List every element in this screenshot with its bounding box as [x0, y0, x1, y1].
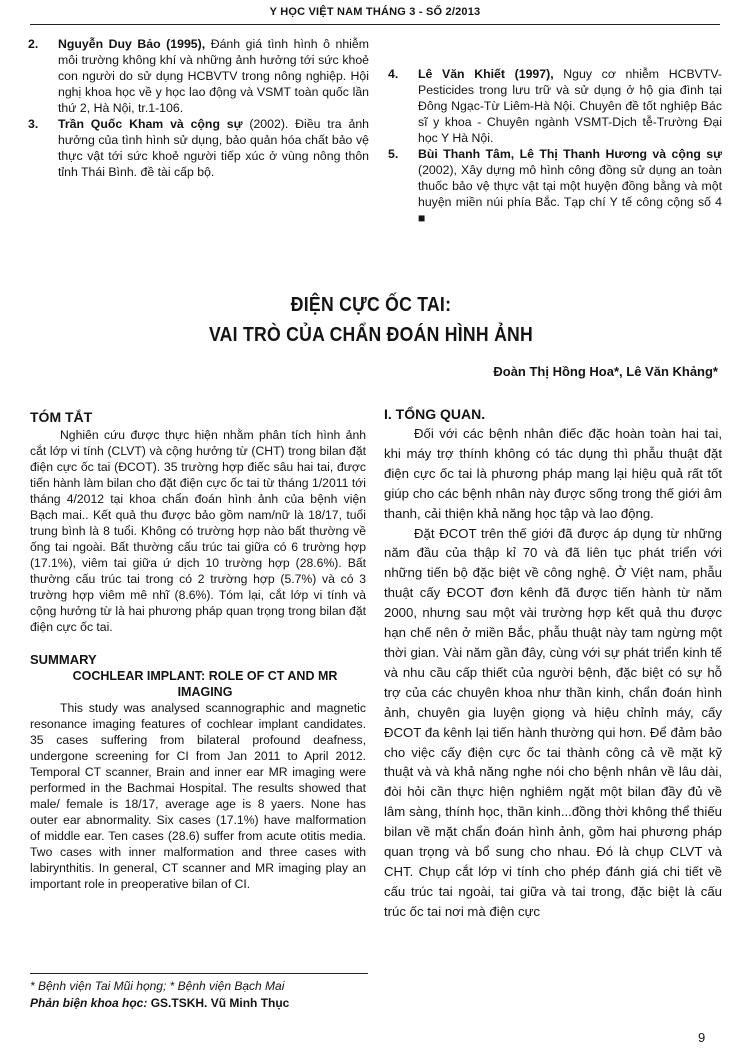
summary-heading: SUMMARY: [30, 652, 97, 667]
reviewer-name: GS.TSKH. Vũ Minh Thục: [147, 996, 290, 1010]
article-authors: Đoàn Thị Hồng Hoa*, Lê Văn Khảng*: [493, 364, 718, 379]
reference-number: 4.: [388, 67, 399, 81]
reference-body: (2002), Xây dựng mô hình công đồng sử dụng an toàn thuốc bảo vệ thực vật tại một huyện đồng bằng và một huyện miền núi phía Bắc. Tạp chí Y tế công cộng số 4 ■: [418, 163, 722, 225]
reference-item: [384, 146, 722, 226]
footnote: [30, 978, 368, 1012]
reference-item: [24, 116, 369, 180]
reference-number: 5.: [388, 147, 399, 161]
references-left: [24, 36, 369, 180]
left-column: [30, 408, 366, 892]
reference-author: Bùi Thanh Tâm, Lê Thị Thanh Hương và cộng sự: [418, 147, 722, 161]
reference-author: Lê Văn Khiết (1997),: [418, 67, 554, 81]
title-line-1: ĐIỆN CỰC ỐC TAI:: [290, 293, 452, 316]
summary-subtitle: COCHLEAR IMPLANT: ROLE OF CT AND MR IMAGING: [72, 669, 338, 699]
title-line-2: VAI TRÒ CỦA CHẨN ĐOÁN HÌNH ẢNH: [208, 323, 534, 346]
reference-author: Nguyễn Duy Bảo (1995),: [58, 37, 206, 51]
overview-paragraph-2: Đặt ĐCOT trên thế giới đã được áp dụng từ những năm đầu của thập kỉ 70 và đã liên tục phát triển với những tiến bộ đặc biệt về công nghệ. Ở Việt nam, phẫu thuật cấy ĐCOT đơn kênh đã được tiến hành từ năm 2000, nhưng sau một vài trường hợp kết quả thu được hạn chế nên ở miền Bắc, phẫu thuật này tam ngừng một thời gian. Vài năm gần đây, cùng với sự phát triển kinh tế và nhu cầu cấp thiết của người bệnh, đặc biệt có sự hỗ trợ của các chuyên khoa như thần kinh, chẩn đoán hình ảnh, chuyên gia luyện giọng và hiệu chỉnh máy, cấy ĐCOT đa kênh lại tiến hành thường qui hơn. Để đảm bảo cho việc cấy điện cực ốc tai thành công cả về mặt kỹ thuật và và khả năng nghe nói cho bệnh nhân về lâu dài, đòi hỏi cần thực hiện nghiêm ngặt một bilan đầy đủ về lâm sàng, thính học, thần kinh...đồng thời không thể thiếu bilan về mặt chẩn đoán hình ảnh, gồm hai phương pháp quan trọng và bổ sung cho nhau. Đó là chụp CLVT và CHT. Chụp cắt lớp vi tính cho phép đánh giá chi tiết về cấu trúc tai ngoài, tai giữa và tai trong, đặc biệt là cấu trúc ốc tai nơi mà điện cực: [384, 525, 722, 919]
footnote-reviewer: [30, 995, 368, 1012]
reference-item: [24, 36, 369, 116]
reference-number: 2.: [28, 37, 39, 51]
footnote-affiliation: * Bệnh viện Tai Mũi họng; * Bệnh viện Bạch Mai: [30, 979, 285, 993]
reference-text: [58, 36, 369, 116]
reference-text: [418, 66, 722, 146]
overview-heading: I. TỔNG QUAN.: [384, 406, 486, 422]
reference-body: Nguy cơ nhiễm HCBVTV-Pesticides trong lưu trữ và sử dụng ở hộ gia đình tại Đông Ngạc-Từ Liêm-Hà Nội. Chuyên đề tốt nghiệp Bác sĩ y khoa - Chuyên ngành VSMT-Dịch tễ-Trường Đại học Y Hà Nội.: [418, 67, 723, 145]
reviewer-label: Phản biện khoa học:: [30, 996, 148, 1010]
abstract-text: Nghiên cứu được thực hiện nhằm phân tích hình ảnh cắt lớp vi tính (CLVT) và cộng hưởng từ (CHT) trong bilan đặt điện cực ốc tai (ĐCOT). 35 trường hợp điếc sâu hai tai, được tiến hành làm bilan cho đặt điện cực ốc tai từ tháng 1/2011 tới tháng 4/2012 tại khoa chẩn đoán hình ảnh của bệnh viện Bạch mai.. Kết quả thu được bảo gồm nam/nữ là 18/17, tuổi trung bình là 8 tuổi. Không có trường hợp nào bất thường về ống tai ngoài. Bất thường cấu trúc tai giữa có 6 trường hợp (17.1%), viêm tai giữa ứ dịch 10 trường hợp (28.6%). Bất thường cấu trúc tai trong có 2 trường hợp (5.7%) và có 3 trường hợp viêm mê nhĩ (8.6%). Tóm lại, cắt lớp vi tính và cộng hưởng từ là hai phương pháp quan trọng trong bilan đặt điện cực ốc tai.: [30, 428, 366, 634]
reference-text: [58, 116, 369, 180]
abstract-heading: TÓM TẮT: [30, 409, 93, 425]
reference-text: [418, 146, 722, 226]
reference-number: 3.: [28, 117, 39, 131]
references-right: [384, 66, 722, 226]
footnote-divider: [30, 973, 368, 974]
reference-body: (2002). Điều tra ảnh hưởng của tình hình sử dụng, bảo quản hóa chất bảo vệ thực vật tới sức khoẻ người tiếp xúc ở vùng nông thôn tỉnh Thái Bình. đề tài cấp bộ.: [58, 117, 369, 179]
overview-paragraph-1: Đối với các bệnh nhân điếc đặc hoàn toàn hai tai, khi máy trợ thính không có tác dụng thì phẫu thuật đặt điện cực ốc tai là phương pháp mang lại hiệu quả rất tốt giúp cho các bệnh nhân này được sống trong thế giới âm thanh, cải thiện khả năng học tập và lao động.: [384, 426, 722, 521]
summary-text: This study was analysed scannographic and magnetic resonance imaging features of cochlear implant candidates. 35 cases suffering from bilateral profound deafness, undergone screening for CI from Jan 2011 to April 2012. Temporal CT scanner, Brain and inner ear MR imaging were performed in the Bachmai Hospital. The results showed that male/ female is 18/17, average age is 8 yaers. None has outer ear abnormality. Six cases (17.1%) have malformation of middle ear. Ten cases (28.6) suffer from acute otitis media. Two cases with inner malformation and three cases with labirynthitis. In general, CT scanner and MR imaging play an important role in preoperative bilan of CI.: [30, 701, 366, 891]
reference-body: Đánh giá tình hình ô nhiễm môi trường không khí và những ảnh hưởng tới sức khoẻ con người do sử dụng HCBVTV trong nông nghiệp. Hội nghị khoa học về y học lao động và VSMT toàn quốc lần thứ 2, Hà Nội, tr.1-106.: [58, 37, 369, 115]
reference-item: [384, 66, 722, 146]
right-column: [384, 405, 722, 922]
reference-author: Trần Quốc Kham và cộng sự: [58, 117, 243, 131]
article-title: [0, 290, 742, 350]
running-head: Y HỌC VIỆT NAM THÁNG 3 - SỐ 2/2013: [30, 2, 720, 25]
page-number: 9: [698, 1030, 706, 1045]
